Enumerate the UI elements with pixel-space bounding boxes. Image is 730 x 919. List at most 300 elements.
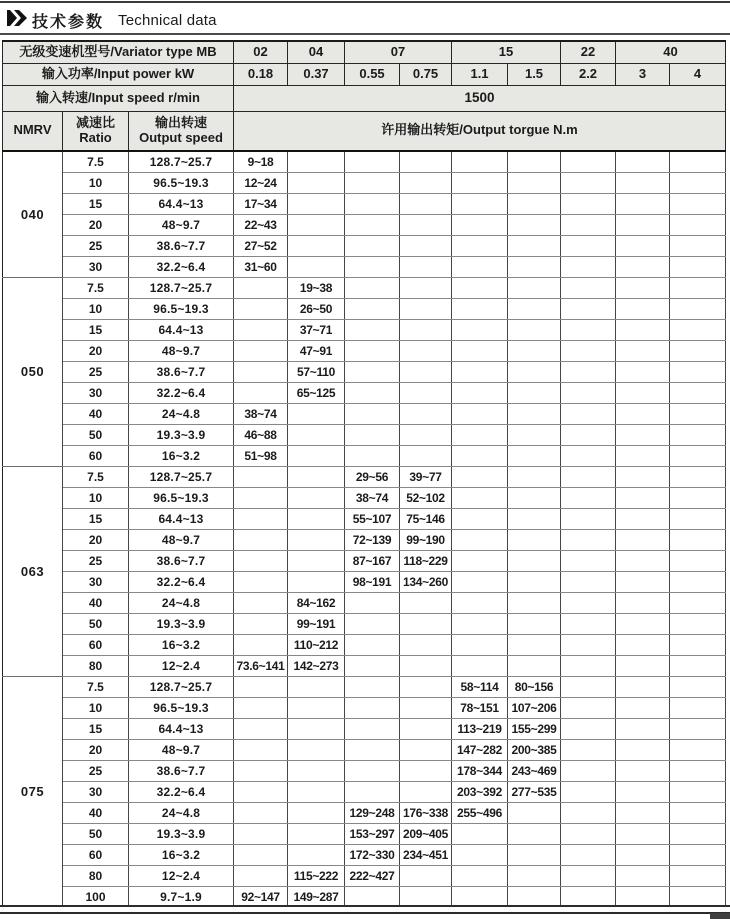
ratio-cell: 50 xyxy=(63,424,129,445)
torque-cell xyxy=(400,613,452,634)
torque-cell xyxy=(616,529,670,550)
torque-cell xyxy=(234,277,288,298)
torque-cell: 37~71 xyxy=(288,319,345,340)
torque-cell xyxy=(345,193,400,214)
output-speed-cell: 32.2~6.4 xyxy=(129,382,234,403)
torque-cell xyxy=(345,676,400,697)
torque-cell xyxy=(288,802,345,823)
torque-cell: 107~206 xyxy=(508,697,561,718)
torque-cell xyxy=(452,193,508,214)
torque-cell: 26~50 xyxy=(288,298,345,319)
ratio-cell: 7.5 xyxy=(63,676,129,697)
torque-cell xyxy=(288,550,345,571)
torque-cell xyxy=(345,697,400,718)
ratio-cell: 20 xyxy=(63,739,129,760)
output-speed-cell: 128.7~25.7 xyxy=(129,151,234,172)
power-value: 0.18 xyxy=(234,63,288,85)
torque-cell xyxy=(400,886,452,907)
torque-cell xyxy=(452,403,508,424)
nmrv-model-cell: 040 xyxy=(3,151,63,277)
title-zh: 技术参数 xyxy=(32,14,105,31)
torque-cell xyxy=(670,298,726,319)
torque-cell xyxy=(561,592,616,613)
torque-cell xyxy=(508,361,561,382)
ratio-cell: 30 xyxy=(63,781,129,802)
torque-cell xyxy=(400,361,452,382)
model-header-15: 15 xyxy=(452,41,561,63)
torque-cell xyxy=(452,550,508,571)
torque-cell xyxy=(400,151,452,172)
output-speed-cell: 128.7~25.7 xyxy=(129,277,234,298)
torque-cell xyxy=(400,424,452,445)
torque-cell xyxy=(616,697,670,718)
model-header-40: 40 xyxy=(616,41,726,63)
output-speed-cell: 16~3.2 xyxy=(129,445,234,466)
torque-cell: 52~102 xyxy=(400,487,452,508)
torque-cell xyxy=(400,382,452,403)
output-speed-cell: 38.6~7.7 xyxy=(129,550,234,571)
torque-cell xyxy=(345,256,400,277)
output-speed-cell: 32.2~6.4 xyxy=(129,256,234,277)
output-speed-cell: 48~9.7 xyxy=(129,340,234,361)
torque-cell xyxy=(561,172,616,193)
torque-cell xyxy=(670,886,726,907)
torque-cell xyxy=(234,319,288,340)
torque-cell xyxy=(508,319,561,340)
torque-cell: 99~190 xyxy=(400,529,452,550)
input-speed-value: 1500 xyxy=(234,85,726,111)
torque-cell xyxy=(234,571,288,592)
torque-cell xyxy=(561,886,616,907)
table-row xyxy=(3,802,726,823)
torque-cell xyxy=(670,403,726,424)
power-value: 3 xyxy=(616,63,670,85)
table-row xyxy=(3,256,726,277)
ratio-cell: 80 xyxy=(63,655,129,676)
table-row xyxy=(3,823,726,844)
ratio-cell: 30 xyxy=(63,256,129,277)
torque-cell xyxy=(234,361,288,382)
torque-cell xyxy=(670,739,726,760)
table-row xyxy=(3,298,726,319)
torque-cell: 147~282 xyxy=(452,739,508,760)
torque-cell: 17~34 xyxy=(234,193,288,214)
torque-cell xyxy=(400,865,452,886)
torque-cell: 51~98 xyxy=(234,445,288,466)
ratio-cell: 15 xyxy=(63,718,129,739)
torque-cell: 80~156 xyxy=(508,676,561,697)
torque-cell xyxy=(616,844,670,865)
torque-cell xyxy=(288,739,345,760)
torque-cell xyxy=(345,445,400,466)
torque-cell xyxy=(616,823,670,844)
torque-cell xyxy=(288,781,345,802)
torque-cell: 149~287 xyxy=(288,886,345,907)
torque-cell: 57~110 xyxy=(288,361,345,382)
table-row xyxy=(3,319,726,340)
torque-cell xyxy=(452,592,508,613)
torque-cell xyxy=(561,550,616,571)
output-speed-cell: 16~3.2 xyxy=(129,844,234,865)
torque-cell xyxy=(345,634,400,655)
torque-cell xyxy=(288,571,345,592)
table-row xyxy=(3,466,726,487)
torque-cell: 98~191 xyxy=(345,571,400,592)
ratio-cell: 15 xyxy=(63,508,129,529)
torque-cell xyxy=(670,865,726,886)
table-row xyxy=(3,172,726,193)
output-speed-cell: 64.4~13 xyxy=(129,718,234,739)
ratio-cell: 25 xyxy=(63,361,129,382)
torque-cell: 277~535 xyxy=(508,781,561,802)
torque-cell xyxy=(670,382,726,403)
variator-type-row xyxy=(3,41,726,63)
output-speed-cell: 12~2.4 xyxy=(129,655,234,676)
ratio-header xyxy=(63,111,129,151)
torque-cell xyxy=(670,571,726,592)
technical-data-table xyxy=(2,40,726,908)
table-row xyxy=(3,655,726,676)
torque-cell: 155~299 xyxy=(508,718,561,739)
page-title xyxy=(7,9,217,32)
torque-cell xyxy=(345,214,400,235)
output-speed-cell: 48~9.7 xyxy=(129,529,234,550)
table-row xyxy=(3,613,726,634)
ratio-cell: 40 xyxy=(63,592,129,613)
torque-cell xyxy=(508,508,561,529)
nmrv-model-cell: 050 xyxy=(3,277,63,466)
torque-cell: 113~219 xyxy=(452,718,508,739)
torque-cell xyxy=(234,760,288,781)
torque-cell xyxy=(234,781,288,802)
ratio-cell: 80 xyxy=(63,865,129,886)
table-row xyxy=(3,739,726,760)
torque-cell xyxy=(452,571,508,592)
torque-cell xyxy=(508,886,561,907)
output-speed-cell: 64.4~13 xyxy=(129,319,234,340)
table-row xyxy=(3,487,726,508)
torque-cell xyxy=(452,172,508,193)
torque-cell: 87~167 xyxy=(345,550,400,571)
table-row xyxy=(3,445,726,466)
torque-cell xyxy=(452,844,508,865)
table-row xyxy=(3,340,726,361)
torque-cell: 129~248 xyxy=(345,802,400,823)
output-speed-cell: 9.7~1.9 xyxy=(129,886,234,907)
torque-cell xyxy=(288,235,345,256)
torque-cell xyxy=(508,592,561,613)
torque-cell xyxy=(234,508,288,529)
table-row xyxy=(3,760,726,781)
torque-cell: 99~191 xyxy=(288,613,345,634)
torque-cell xyxy=(452,466,508,487)
torque-cell: 78~151 xyxy=(452,697,508,718)
torque-cell: 134~260 xyxy=(400,571,452,592)
output-speed-cell: 32.2~6.4 xyxy=(129,571,234,592)
torque-cell xyxy=(561,487,616,508)
torque-cell xyxy=(288,256,345,277)
torque-cell xyxy=(400,235,452,256)
torque-cell xyxy=(616,508,670,529)
torque-cell: 47~91 xyxy=(288,340,345,361)
torque-cell xyxy=(561,655,616,676)
torque-cell: 142~273 xyxy=(288,655,345,676)
torque-cell xyxy=(345,298,400,319)
torque-cell xyxy=(452,151,508,172)
torque-cell xyxy=(561,697,616,718)
torque-cell: 65~125 xyxy=(288,382,345,403)
torque-cell xyxy=(670,802,726,823)
page-top-rule xyxy=(0,1,730,3)
torque-cell xyxy=(561,508,616,529)
torque-cell xyxy=(234,340,288,361)
torque-cell xyxy=(616,361,670,382)
table-row xyxy=(3,403,726,424)
torque-cell xyxy=(345,319,400,340)
torque-cell xyxy=(508,151,561,172)
torque-cell xyxy=(508,529,561,550)
torque-cell xyxy=(452,529,508,550)
torque-cell xyxy=(670,361,726,382)
power-value: 4 xyxy=(670,63,726,85)
table-row xyxy=(3,193,726,214)
output-speed-cell: 12~2.4 xyxy=(129,865,234,886)
torque-cell xyxy=(508,466,561,487)
torque-cell xyxy=(670,676,726,697)
ratio-cell: 50 xyxy=(63,823,129,844)
torque-cell: 38~74 xyxy=(345,487,400,508)
torque-cell xyxy=(670,172,726,193)
torque-cell xyxy=(400,718,452,739)
ratio-cell: 30 xyxy=(63,382,129,403)
torque-cell xyxy=(670,823,726,844)
torque-cell xyxy=(561,802,616,823)
torque-cell xyxy=(616,781,670,802)
torque-cell xyxy=(400,697,452,718)
input-speed-row xyxy=(3,85,726,111)
output-speed-cell: 19.3~3.9 xyxy=(129,424,234,445)
torque-cell xyxy=(400,403,452,424)
torque-cell xyxy=(234,634,288,655)
torque-cell xyxy=(561,676,616,697)
torque-cell xyxy=(508,445,561,466)
title-en: Technical data xyxy=(118,12,217,29)
ratio-cell: 10 xyxy=(63,172,129,193)
torque-cell xyxy=(345,361,400,382)
torque-cell xyxy=(561,823,616,844)
power-value: 1.1 xyxy=(452,63,508,85)
output-speed-header xyxy=(129,111,234,151)
torque-cell xyxy=(616,676,670,697)
ratio-cell: 25 xyxy=(63,235,129,256)
torque-cell xyxy=(234,550,288,571)
torque-cell xyxy=(288,760,345,781)
torque-cell: 115~222 xyxy=(288,865,345,886)
torque-cell xyxy=(670,487,726,508)
torque-cell xyxy=(561,403,616,424)
torque-cell xyxy=(616,613,670,634)
torque-cell xyxy=(670,655,726,676)
torque-cell xyxy=(234,298,288,319)
torque-cell xyxy=(288,718,345,739)
torque-cell xyxy=(288,844,345,865)
torque-cell xyxy=(452,319,508,340)
torque-cell xyxy=(561,214,616,235)
torque-cell xyxy=(400,592,452,613)
torque-cell: 172~330 xyxy=(345,844,400,865)
torque-cell xyxy=(616,865,670,886)
torque-cell xyxy=(508,193,561,214)
table-row xyxy=(3,676,726,697)
torque-cell xyxy=(234,802,288,823)
ratio-cell: 20 xyxy=(63,340,129,361)
output-speed-cell: 64.4~13 xyxy=(129,193,234,214)
torque-cell xyxy=(452,361,508,382)
torque-cell: 84~162 xyxy=(288,592,345,613)
ratio-cell: 25 xyxy=(63,550,129,571)
torque-cell xyxy=(670,697,726,718)
torque-cell xyxy=(508,424,561,445)
torque-cell xyxy=(670,613,726,634)
torque-cell: 110~212 xyxy=(288,634,345,655)
ratio-header-en: Ratio xyxy=(79,129,112,145)
torque-cell xyxy=(452,214,508,235)
torque-cell xyxy=(400,655,452,676)
torque-cell: 72~139 xyxy=(345,529,400,550)
nmrv-model-cell: 063 xyxy=(3,466,63,676)
torque-cell xyxy=(345,760,400,781)
torque-cell xyxy=(561,361,616,382)
table-row xyxy=(3,781,726,802)
torque-cell: 178~344 xyxy=(452,760,508,781)
ratio-cell: 20 xyxy=(63,529,129,550)
torque-cell xyxy=(616,403,670,424)
torque-cell xyxy=(561,718,616,739)
output-speed-cell: 128.7~25.7 xyxy=(129,676,234,697)
torque-cell xyxy=(561,298,616,319)
torque-cell: 9~18 xyxy=(234,151,288,172)
table-row xyxy=(3,844,726,865)
torque-cell xyxy=(670,319,726,340)
torque-cell xyxy=(452,865,508,886)
torque-cell xyxy=(561,319,616,340)
torque-cell xyxy=(234,529,288,550)
output-speed-cell: 16~3.2 xyxy=(129,634,234,655)
torque-cell xyxy=(288,193,345,214)
torque-cell xyxy=(452,445,508,466)
torque-cell xyxy=(508,340,561,361)
torque-cell xyxy=(345,403,400,424)
output-speed-cell: 48~9.7 xyxy=(129,739,234,760)
torque-cell: 46~88 xyxy=(234,424,288,445)
torque-cell xyxy=(400,445,452,466)
torque-cell xyxy=(508,277,561,298)
torque-cell xyxy=(400,676,452,697)
torque-cell xyxy=(345,613,400,634)
torque-cell: 209~405 xyxy=(400,823,452,844)
torque-cell xyxy=(508,865,561,886)
ratio-cell: 15 xyxy=(63,193,129,214)
torque-cell xyxy=(400,214,452,235)
torque-cell xyxy=(561,340,616,361)
torque-cell xyxy=(400,172,452,193)
torque-cell xyxy=(288,676,345,697)
torque-cell xyxy=(288,172,345,193)
torque-cell xyxy=(616,655,670,676)
table-row xyxy=(3,697,726,718)
torque-cell xyxy=(508,403,561,424)
table-row xyxy=(3,718,726,739)
torque-cell xyxy=(508,802,561,823)
torque-cell xyxy=(670,760,726,781)
ratio-cell: 10 xyxy=(63,487,129,508)
output-speed-cell: 24~4.8 xyxy=(129,802,234,823)
output-speed-cell: 38.6~7.7 xyxy=(129,760,234,781)
torque-cell xyxy=(670,424,726,445)
torque-cell: 203~392 xyxy=(452,781,508,802)
torque-cell xyxy=(400,760,452,781)
torque-cell xyxy=(561,382,616,403)
output-speed-cell: 96.5~19.3 xyxy=(129,172,234,193)
torque-cell xyxy=(452,235,508,256)
torque-cell xyxy=(670,214,726,235)
torque-cell xyxy=(616,382,670,403)
table-row xyxy=(3,277,726,298)
torque-cell xyxy=(452,256,508,277)
torque-cell xyxy=(452,424,508,445)
torque-cell xyxy=(561,865,616,886)
torque-cell: 73.6~141 xyxy=(234,655,288,676)
torque-cell xyxy=(616,445,670,466)
torque-cell: 19~38 xyxy=(288,277,345,298)
torque-cell xyxy=(508,172,561,193)
output-speed-cell: 24~4.8 xyxy=(129,403,234,424)
ratio-cell: 100 xyxy=(63,886,129,907)
ratio-cell: 25 xyxy=(63,760,129,781)
torque-cell xyxy=(400,277,452,298)
torque-cell xyxy=(616,172,670,193)
output-speed-cell: 64.4~13 xyxy=(129,508,234,529)
page-corner-mark xyxy=(710,913,730,919)
torque-cell xyxy=(508,382,561,403)
ratio-cell: 50 xyxy=(63,613,129,634)
torque-cell xyxy=(345,424,400,445)
torque-cell xyxy=(452,655,508,676)
torque-cell xyxy=(561,739,616,760)
torque-cell xyxy=(616,592,670,613)
torque-cell: 27~52 xyxy=(234,235,288,256)
torque-cell xyxy=(616,634,670,655)
torque-cell xyxy=(288,823,345,844)
torque-cell xyxy=(345,739,400,760)
torque-cell xyxy=(670,592,726,613)
table-row xyxy=(3,634,726,655)
table-row xyxy=(3,361,726,382)
ratio-cell: 60 xyxy=(63,445,129,466)
torque-cell xyxy=(670,193,726,214)
torque-cell xyxy=(670,466,726,487)
torque-cell xyxy=(345,235,400,256)
torque-cell xyxy=(345,592,400,613)
torque-cell xyxy=(234,382,288,403)
ratio-cell: 7.5 xyxy=(63,277,129,298)
torque-cell xyxy=(288,214,345,235)
table-row xyxy=(3,151,726,172)
torque-cell xyxy=(508,256,561,277)
torque-cell xyxy=(616,277,670,298)
torque-cell xyxy=(400,193,452,214)
torque-cell xyxy=(288,403,345,424)
